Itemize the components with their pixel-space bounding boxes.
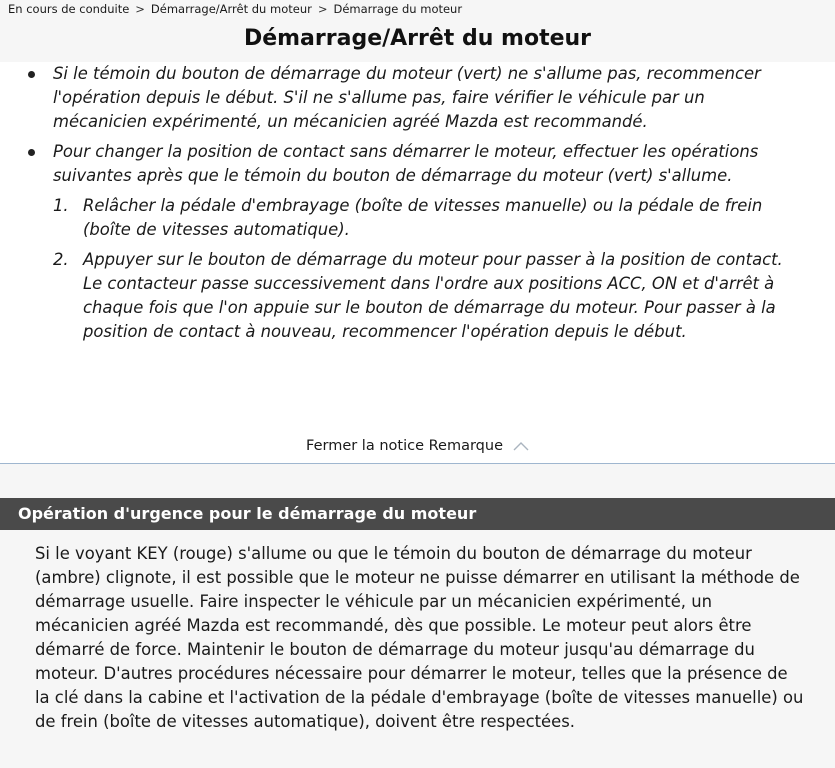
note-steps-list — [53, 194, 785, 344]
note-bullet-item — [0, 62, 835, 134]
page-title: Démarrage/Arrêt du moteur — [243, 26, 592, 51]
note-step-number: 1. — [53, 196, 69, 215]
close-note-label: Fermer la notice Remarque — [306, 438, 503, 454]
breadcrumb-separator: > — [135, 2, 145, 16]
note-bullet-text: Pour changer la position de contact sans démarrer le moteur, effectuer les opérations suivantes après que le témoin du bouton de démarrage du moteur (vert) s'allume. — [53, 142, 759, 185]
note-bullet-list — [0, 62, 835, 350]
note-bullet-text: Si le témoin du bouton de démarrage du moteur (vert) ne s'allume pas, recommencer l'opération depuis le début. S'il ne s'allume pas, faire vérifier le véhicule par un mécanicien expérimenté, un mécanicien agréé Mazda est recommandé. — [53, 64, 761, 131]
breadcrumb-item-driving[interactable]: En cours de conduite — [8, 2, 130, 16]
note-step-text: Appuyer sur le bouton de démarrage du moteur pour passer à la position de contact. Le contacteur passe successivement dans l'ordre aux positions ACC, ON et d'arrêt à chaque fois que l'on appuie sur le bouton de démarrage du moteur. Pour passer à la position de contact à nouveau, recommencer l'opération depuis le début. — [83, 250, 783, 341]
note-step-item — [53, 248, 785, 344]
breadcrumb-item-start-stop[interactable]: Démarrage/Arrêt du moteur — [150, 2, 312, 16]
note-bullet-item — [0, 140, 835, 344]
section-header-emergency-start: Opération d'urgence pour le démarrage du moteur — [0, 498, 835, 530]
note-step-text: Relâcher la pédale d'embrayage (boîte de vitesses manuelle) ou la pédale de frein (boîte de vitesses automatique). — [83, 196, 763, 239]
breadcrumb-separator: > — [317, 2, 328, 16]
note-panel — [0, 62, 835, 464]
breadcrumb-item-current: Démarrage du moteur — [333, 2, 463, 16]
chevron-up-icon — [513, 441, 529, 451]
close-note-button[interactable] — [0, 438, 835, 454]
breadcrumb — [8, 2, 462, 16]
note-step-number: 2. — [53, 250, 69, 269]
note-step-item — [53, 194, 785, 242]
section-body-text: Si le voyant KEY (rouge) s'allume ou que le témoin du bouton de démarrage du moteur (ambre) clignote, il est possible que le moteur ne puisse démarrer en utilisant la méthode de démarrage usuelle. Faire inspecter le véhicule par un mécanicien expérimenté, un mécanicien agréé Mazda est recommandé, dès que possible. Le moteur peut alors être démarré de force. Maintenir le bouton de démarrage du moteur jusqu'au démarrage du moteur. D'autres procédures nécessaire pour démarrer le moteur, telles que la présence de la clé dans la cabine et l'activation de la pédale d'embrayage (boîte de vitesses manuelle) ou de frein (boîte de vitesses automatique), doivent être respectées. — [35, 544, 804, 731]
